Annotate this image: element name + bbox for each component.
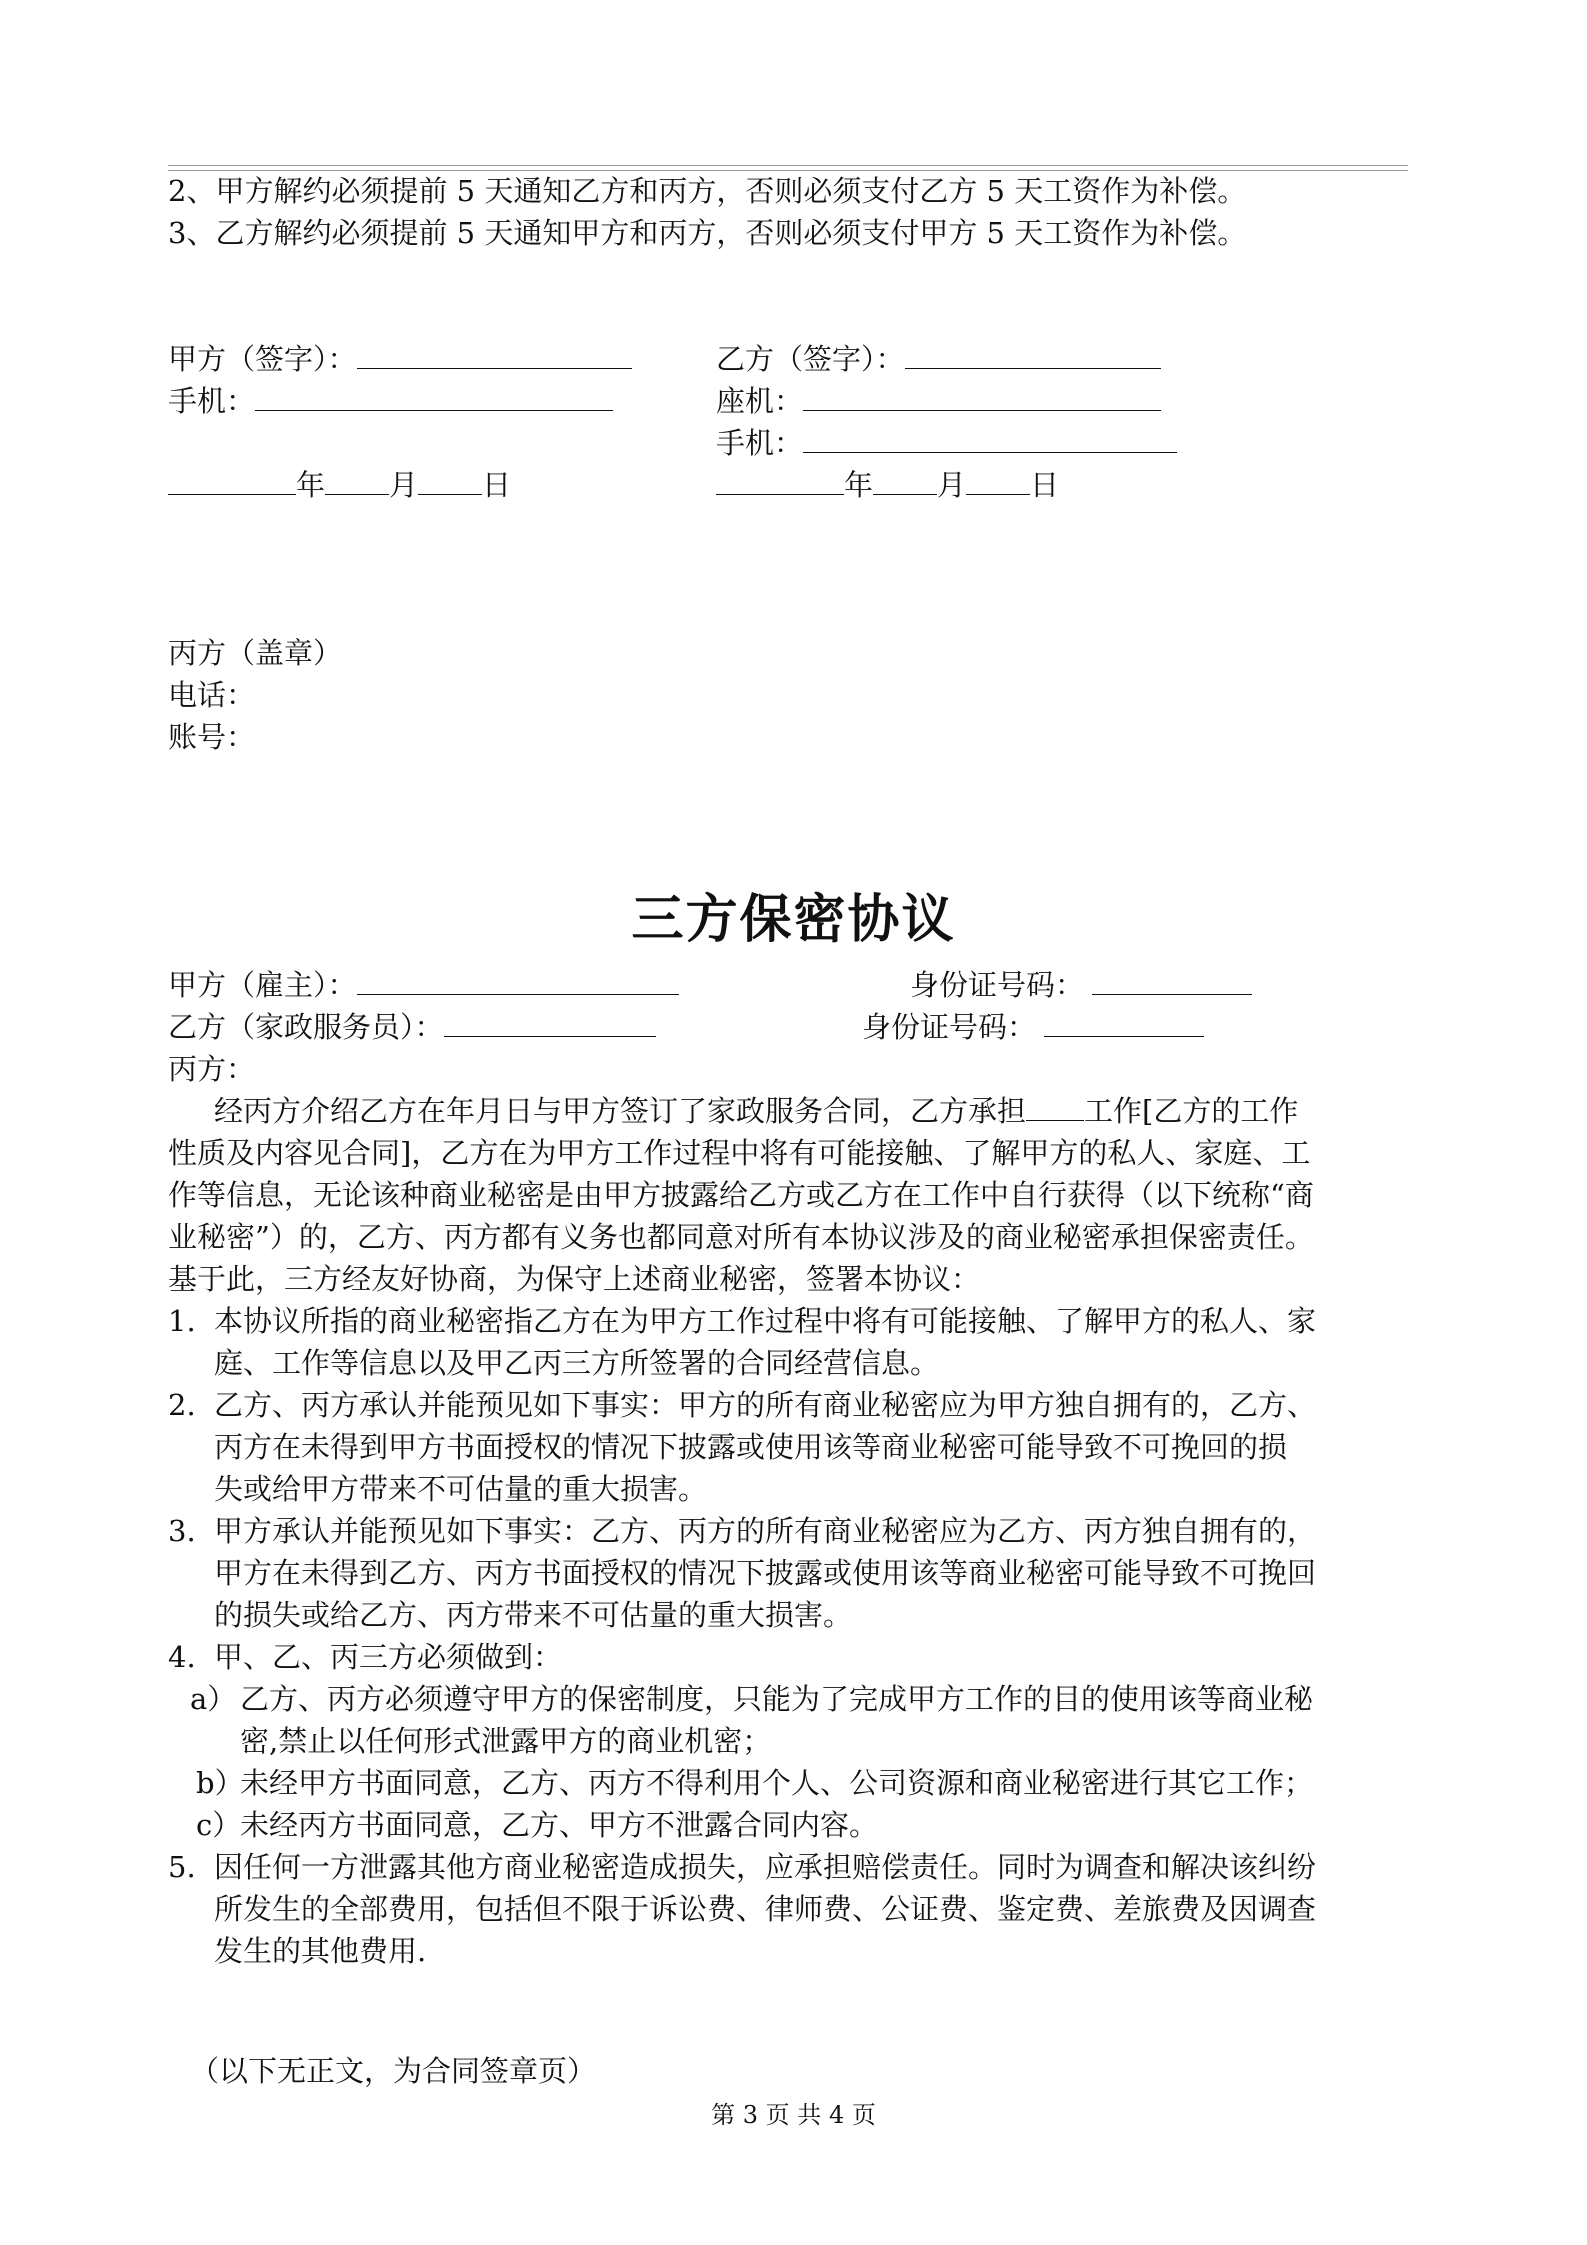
party-a-id-label: 身份证号码： <box>910 968 1085 1002</box>
party-a-blank <box>357 966 679 995</box>
subclause-b-line: 未经甲方书面同意，乙方、丙方不得利用个人、公司资源和商业秘密进行其它工作； <box>240 1766 1314 1800</box>
party-a-line <box>168 966 679 1004</box>
clause-2-number: 2. <box>168 1388 196 1422</box>
party-b-id-blank <box>1044 1008 1204 1037</box>
party-a-label: 甲方（雇主）： <box>168 968 357 1002</box>
party-b-id-line <box>862 1008 1204 1046</box>
year-blank <box>168 466 296 495</box>
party-c-account: 账号： <box>168 720 256 754</box>
work-blank <box>1026 1092 1084 1121</box>
closing-note: （以下无正文，为合同签章页） <box>190 2054 597 2088</box>
clause-5-line-2: 所发生的全部费用，包括但不限于诉讼费、律师费、公证费、鉴定费、差旅费及因调查 <box>214 1892 1317 1926</box>
year-label: 年 <box>296 468 326 502</box>
intro-line-5: 基于此，三方经友好协商，为保守上述商业秘密，签署本协议： <box>168 1262 981 1296</box>
party-a-sign-label: 甲方（签字）： <box>168 342 357 376</box>
agreement-title: 三方保密协议 <box>631 889 956 950</box>
intro-line-3: 作等信息，无论该种商业秘密是由甲方披露给乙方或乙方在工作中自行获得（以下统称“商 <box>168 1178 1314 1212</box>
term-3: 3、乙方解约必须提前 5 天通知甲方和丙方，否则必须支付甲方 5 天工资作为补偿。 <box>168 216 1247 250</box>
party-b-line <box>168 1008 656 1046</box>
day-label: 日 <box>1030 468 1060 502</box>
day-blank <box>418 466 482 495</box>
clause-5-number: 5. <box>168 1850 196 1884</box>
clause-1-line-1: 本协议所指的商业秘密指乙方在为甲方工作过程中将有可能接触、了解甲方的私人、家 <box>214 1304 1317 1338</box>
party-b-blank <box>444 1008 656 1037</box>
party-a-id-line <box>910 966 1252 1004</box>
party-a-mobile-blank <box>255 382 613 411</box>
party-c-phone: 电话： <box>168 678 256 712</box>
clause-2-line-3: 失或给甲方带来不可估量的重大损害。 <box>214 1472 708 1506</box>
party-b-date-line <box>716 466 1059 504</box>
term-2: 2、甲方解约必须提前 5 天通知乙方和丙方，否则必须支付乙方 5 天工资作为补偿。 <box>168 174 1247 208</box>
party-b-mobile-blank <box>803 424 1177 453</box>
header-rule <box>168 165 1408 171</box>
subclause-c-line: 未经丙方书面同意，乙方、甲方不泄露合同内容。 <box>240 1808 879 1842</box>
clause-3-line-2: 甲方在未得到乙方、丙方书面授权的情况下披露或使用该等商业秘密可能导致不可挽回 <box>214 1556 1317 1590</box>
clause-5-line-1: 因任何一方泄露其他方商业秘密造成损失，应承担赔偿责任。同时为调查和解决该纠纷 <box>214 1850 1317 1884</box>
day-label: 日 <box>482 468 512 502</box>
subclause-a-label: a） <box>190 1682 237 1716</box>
party-b-landline-blank <box>803 382 1161 411</box>
party-a-date-line <box>168 466 511 504</box>
clause-1-line-2: 庭、工作等信息以及甲乙丙三方所签署的合同经营信息。 <box>214 1346 940 1380</box>
party-a-id-blank <box>1092 966 1252 995</box>
month-label: 月 <box>937 468 967 502</box>
party-b-mobile-label: 手机： <box>716 426 804 460</box>
party-b-label: 乙方（家政服务员）： <box>168 1010 444 1044</box>
party-b-sign-line <box>716 340 1161 378</box>
month-blank <box>873 466 937 495</box>
party-a-mobile-line <box>168 382 613 420</box>
clause-3-line-3: 的损失或给乙方、丙方带来不可估量的重大损害。 <box>214 1598 853 1632</box>
intro-line-2: 性质及内容见合同]，乙方在为甲方工作过程中将有可能接触、了解甲方的私人、家庭、工 <box>168 1136 1311 1170</box>
clause-3-number: 3. <box>168 1514 196 1548</box>
year-label: 年 <box>844 468 874 502</box>
intro-line-4: 业秘密”）的，乙方、丙方都有义务也都同意对所有本协议涉及的商业秘密承担保密责任。 <box>168 1220 1314 1254</box>
year-blank <box>716 466 844 495</box>
month-label: 月 <box>389 468 419 502</box>
subclause-a-line-2: 密,禁止以任何形式泄露甲方的商业机密； <box>240 1724 772 1758</box>
clause-1-number: 1. <box>168 1304 196 1338</box>
party-b-mobile-line <box>716 424 1177 462</box>
party-a-mobile-label: 手机： <box>168 384 256 418</box>
party-a-sign-blank <box>357 340 632 369</box>
intro-text-1: 经丙方介绍乙方在年月日与甲方签订了家政服务合同，乙方承担 <box>214 1094 1027 1128</box>
party-c-label: 丙方： <box>168 1052 256 1086</box>
month-blank <box>325 466 389 495</box>
party-b-id-label: 身份证号码： <box>862 1010 1037 1044</box>
party-b-landline-label: 座机： <box>716 384 804 418</box>
clause-2-line-1: 乙方、丙方承认并能预见如下事实：甲方的所有商业秘密应为甲方独自拥有的，乙方、 <box>214 1388 1317 1422</box>
subclause-b-label: b） <box>196 1766 244 1800</box>
clause-5-line-3: 发生的其他费用. <box>214 1934 427 1968</box>
clause-4-number: 4. <box>168 1640 196 1674</box>
page-footer: 第 3 页 共 4 页 <box>711 2101 876 2129</box>
party-a-sign-line <box>168 340 632 378</box>
subclause-c-label: c） <box>196 1808 242 1842</box>
party-b-landline-line <box>716 382 1161 420</box>
clause-4-line-1: 甲、乙、丙三方必须做到： <box>214 1640 563 1674</box>
intro-text-1b: 工作[乙方的工作 <box>1084 1094 1299 1128</box>
party-b-sign-blank <box>905 340 1161 369</box>
party-c-seal: 丙方（盖章） <box>168 636 343 670</box>
clause-3-line-1: 甲方承认并能预见如下事实：乙方、丙方的所有商业秘密应为乙方、丙方独自拥有的， <box>214 1514 1317 1548</box>
subclause-a-line-1: 乙方、丙方必须遵守甲方的保密制度，只能为了完成甲方工作的目的使用该等商业秘 <box>240 1682 1314 1716</box>
clause-2-line-2: 丙方在未得到甲方书面授权的情况下披露或使用该等商业秘密可能导致不可挽回的损 <box>214 1430 1288 1464</box>
intro-line-1 <box>214 1092 1298 1130</box>
day-blank <box>966 466 1030 495</box>
party-b-sign-label: 乙方（签字）： <box>716 342 905 376</box>
